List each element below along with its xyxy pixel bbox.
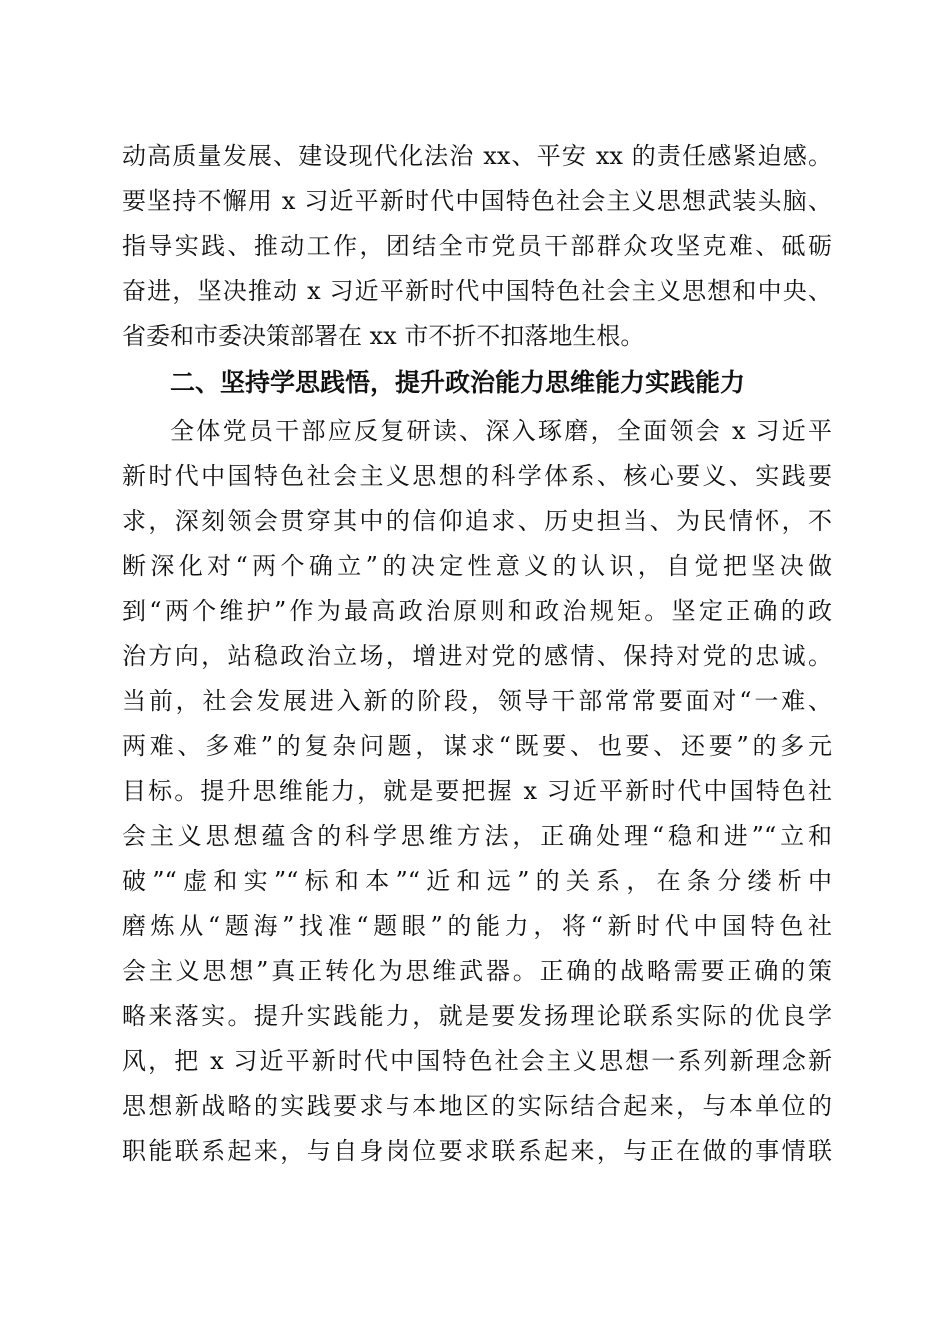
paragraph-line: 奋进，坚决推动 x 习近平新时代中国特色社会主义思想和中央、 bbox=[122, 277, 832, 305]
paragraph-line: 指导实践、推动工作，团结全市党员干部群众攻坚克难、砥砺 bbox=[122, 232, 832, 260]
paragraph-line: 全体党员干部应反复研读、深入琢磨，全面领会 x 习近平 bbox=[170, 417, 832, 445]
paragraph-line: 职能联系起来，与自身岗位要求联系起来，与正在做的事情联 bbox=[122, 1137, 832, 1165]
paragraph-line: 磨炼从“题海”找准“题眼”的能力，将“新时代中国特色社 bbox=[122, 912, 832, 940]
paragraph-line: 要坚持不懈用 x 习近平新时代中国特色社会主义思想武装头脑、 bbox=[122, 187, 832, 215]
paragraph-line: 新时代中国特色社会主义思想的科学体系、核心要义、实践要 bbox=[122, 462, 832, 490]
paragraph-line: 当前，社会发展进入新的阶段，领导干部常常要面对“一难、 bbox=[122, 687, 832, 715]
paragraph-line: 会主义思想”真正转化为思维武器。正确的战略需要正确的策 bbox=[122, 957, 832, 985]
paragraph-line: 略来落实。提升实践能力，就是要发扬理论联系实际的优良学 bbox=[122, 1002, 832, 1030]
paragraph-line: 求，深刻领会贯穿其中的信仰追求、历史担当、为民情怀，不 bbox=[122, 507, 832, 535]
paragraph-line: 动高质量发展、建设现代化法治 xx、平安 xx 的责任感紧迫感。 bbox=[122, 142, 832, 170]
paragraph-line: 会主义思想蕴含的科学思维方法，正确处理“稳和进”“立和 bbox=[122, 822, 832, 850]
paragraph-line: 破”“虚和实”“标和本”“近和远”的关系，在条分缕析中 bbox=[122, 867, 832, 895]
paragraph-line: 两难、多难”的复杂问题，谋求“既要、也要、还要”的多元 bbox=[122, 732, 832, 760]
paragraph-line: 目标。提升思维能力，就是要把握 x 习近平新时代中国特色社 bbox=[122, 777, 832, 805]
paragraph-line: 风，把 x 习近平新时代中国特色社会主义思想一系列新理念新 bbox=[122, 1047, 832, 1075]
paragraph-line: 到“两个维护”作为最高政治原则和政治规矩。坚定正确的政 bbox=[122, 597, 832, 625]
paragraph-line: 思想新战略的实践要求与本地区的实际结合起来，与本单位的 bbox=[122, 1092, 832, 1120]
section-heading: 二、坚持学思践悟，提升政治能力思维能力实践能力 bbox=[170, 368, 746, 397]
paragraph-line: 治方向，站稳政治立场，增进对党的感情、保持对党的忠诚。 bbox=[122, 642, 832, 670]
paragraph-line: 省委和市委决策部署在 xx 市不折不扣落地生根。 bbox=[122, 322, 645, 350]
paragraph-line: 断深化对“两个确立”的决定性意义的认识，自觉把坚决做 bbox=[122, 552, 832, 580]
